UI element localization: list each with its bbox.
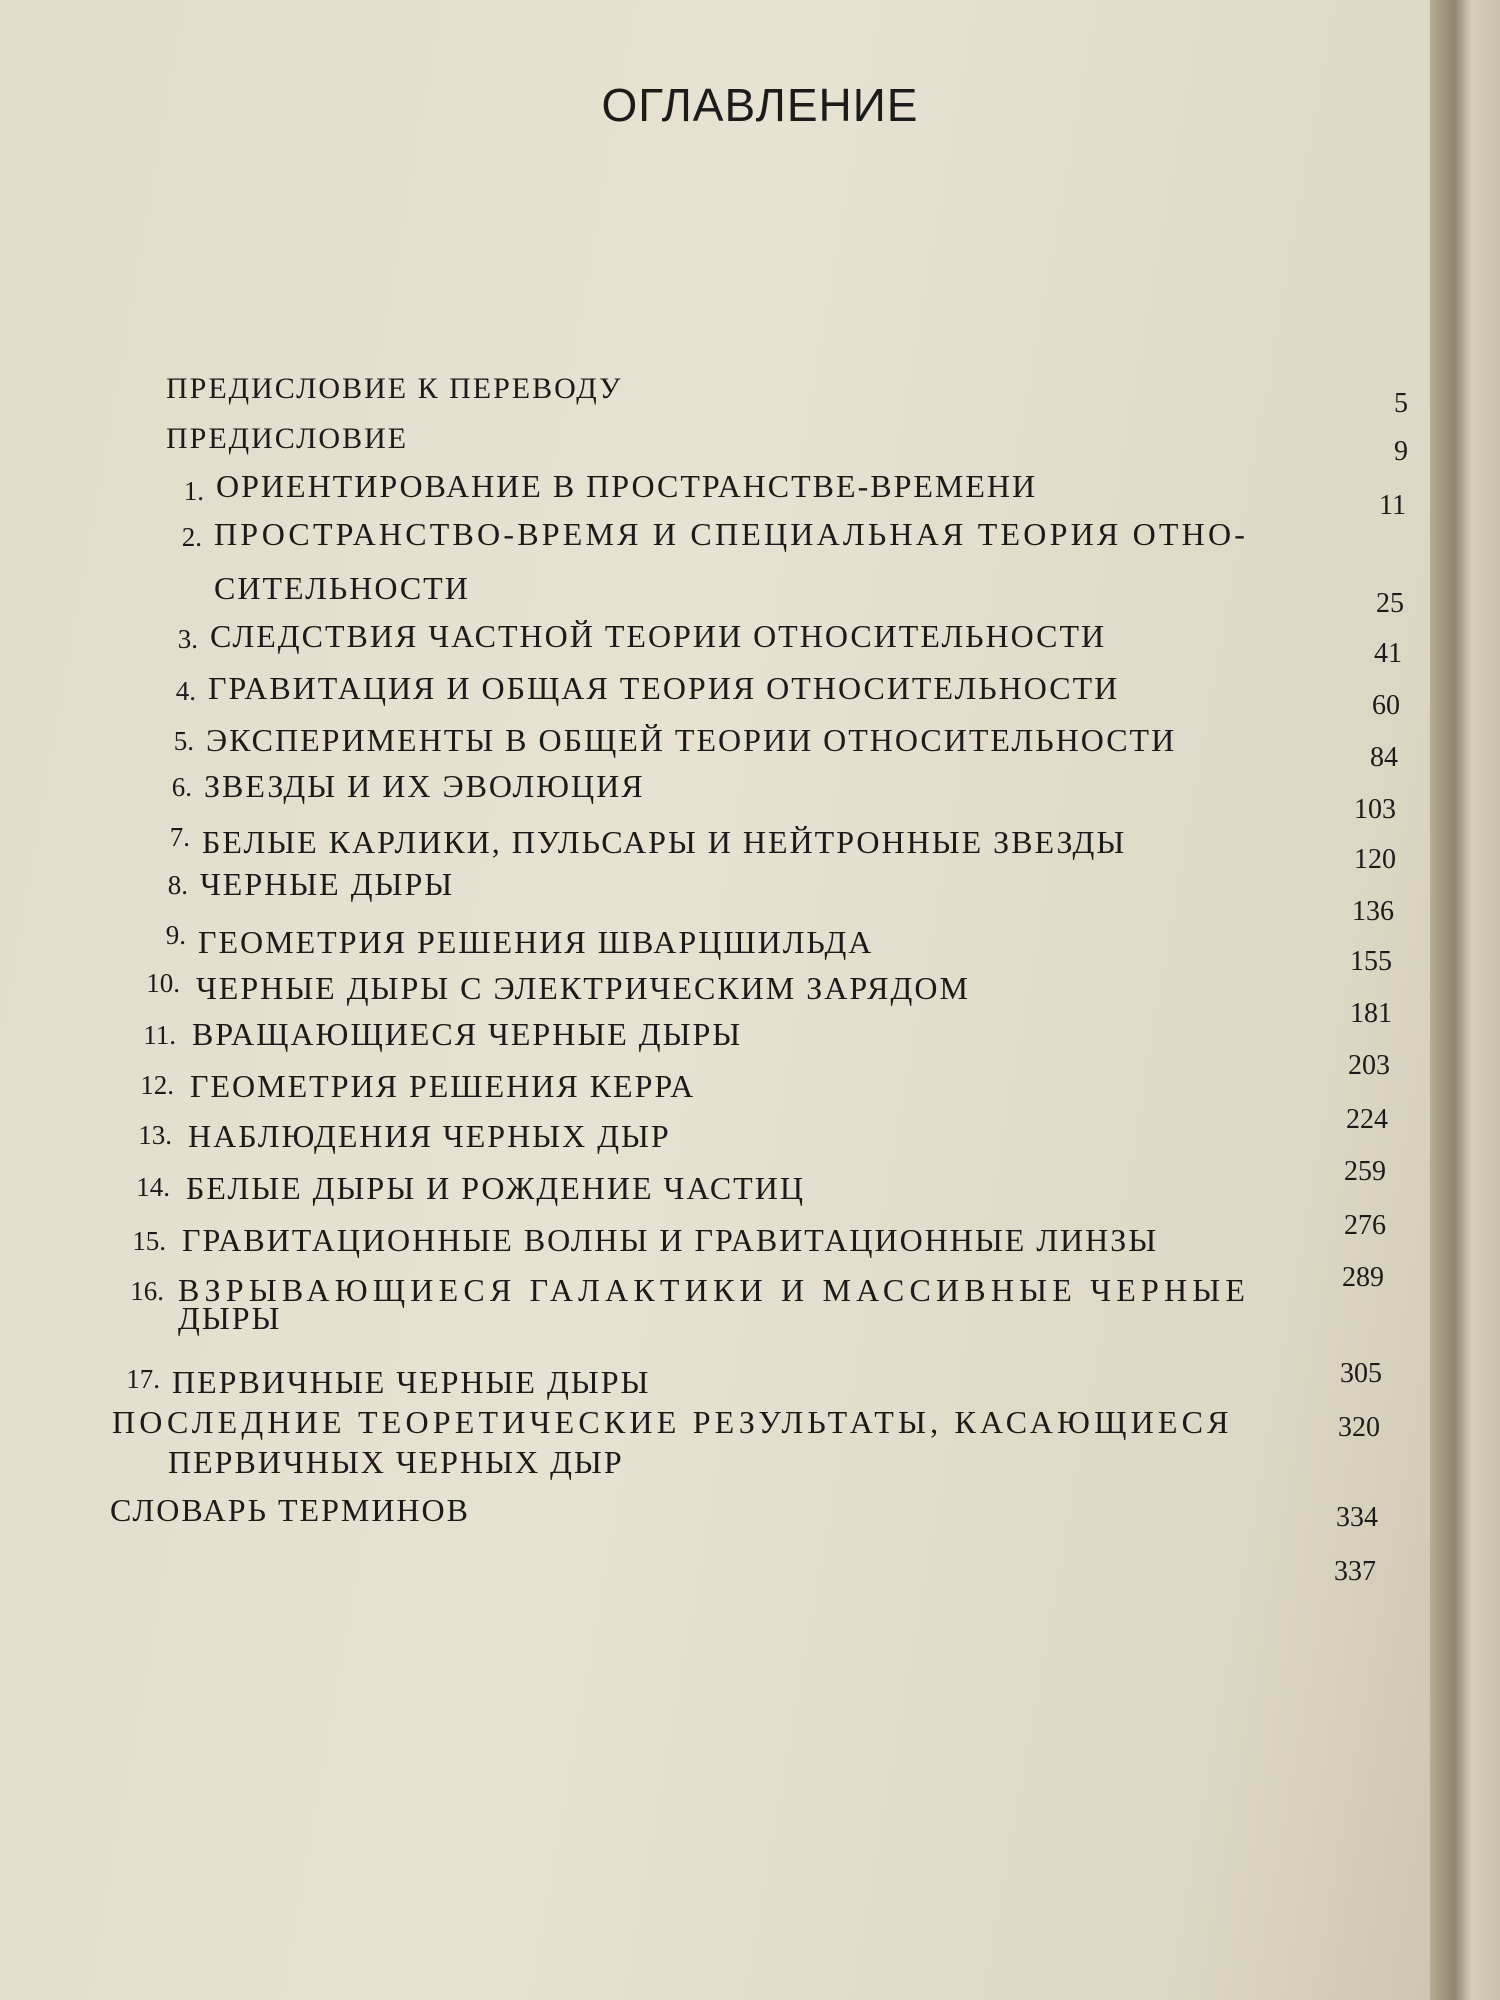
toc-entry-title: ПЕРВИЧНЫЕ ЧЕРНЫЕ ДЫРЫ: [172, 1364, 651, 1400]
toc-entry-page: 320: [1338, 1412, 1380, 1443]
toc-entry-number: 10.: [146, 968, 180, 998]
toc-entry-title: СЛОВАРЬ ТЕРМИНОВ: [110, 1492, 470, 1528]
toc-entry-title: БЕЛЫЕ ДЫРЫ И РОЖДЕНИЕ ЧАСТИЦ: [186, 1170, 805, 1206]
toc-entry-number: 3.: [177, 624, 198, 654]
toc-entry-page: 25: [1376, 588, 1404, 619]
toc-entry-page: 5: [1394, 388, 1408, 419]
page-title: ОГЛАВЛЕНИЕ: [601, 79, 919, 131]
toc-entry-number: 1.: [183, 476, 204, 506]
toc-entry-title: ВРАЩАЮЩИЕСЯ ЧЕРНЫЕ ДЫРЫ: [192, 1016, 743, 1052]
toc-entry-page: 155: [1350, 946, 1392, 977]
toc-entry-page: 41: [1374, 638, 1402, 669]
toc-entry-page: 11: [1379, 490, 1406, 521]
toc-entry-page: 203: [1348, 1050, 1390, 1081]
toc-entry-number: 14.: [136, 1172, 170, 1202]
toc-entry-page: 181: [1350, 998, 1392, 1029]
toc-entry-number: 7.: [169, 822, 190, 852]
toc-entry-title: ЧЕРНЫЕ ДЫРЫ С ЭЛЕКТРИЧЕСКИМ ЗАРЯДОМ: [196, 970, 970, 1006]
toc-entry-title-continued: СИТЕЛЬНОСТИ: [214, 570, 470, 606]
toc-entry-title: ПРОСТРАНСТВО-ВРЕМЯ И СПЕЦИАЛЬНАЯ ТЕОРИЯ ОТНО-: [214, 516, 1249, 552]
toc-entry-number: 4.: [175, 676, 196, 706]
toc-entry-title: ГЕОМЕТРИЯ РЕШЕНИЯ ШВАРЦШИЛЬДА: [198, 924, 874, 960]
toc-entry-title-continued: ДЫРЫ: [178, 1300, 282, 1336]
toc-entry-page: 337: [1334, 1556, 1376, 1587]
toc-entry-title: ЭКСПЕРИМЕНТЫ В ОБЩЕЙ ТЕОРИИ ОТНОСИТЕЛЬНОСТИ: [206, 722, 1177, 758]
toc-entry-title: ПРЕДИСЛОВИЕ К ПЕРЕВОДУ: [166, 372, 623, 405]
toc-entry-title: ПРЕДИСЛОВИЕ: [166, 422, 409, 455]
toc-entry-number: 5.: [173, 726, 194, 756]
toc-entry-number: 16.: [130, 1276, 164, 1306]
toc-entry-page: 120: [1354, 844, 1396, 875]
toc-entry-page: 305: [1340, 1358, 1382, 1389]
toc-entry-page: 9: [1394, 436, 1408, 467]
toc-entry-page: 276: [1344, 1210, 1386, 1241]
toc-entry-number: 15.: [132, 1226, 166, 1256]
toc-entry-number: 6.: [171, 772, 192, 802]
toc-entry-title-continued: ПЕРВИЧНЫХ ЧЕРНЫХ ДЫР: [168, 1444, 624, 1480]
toc-entry-page: 84: [1370, 742, 1398, 773]
toc-entry-title: ПОСЛЕДНИЕ ТЕОРЕТИЧЕСКИЕ РЕЗУЛЬТАТЫ, КАСАЮЩИЕСЯ: [112, 1404, 1233, 1440]
toc-entry-title: ОРИЕНТИРОВАНИЕ В ПРОСТРАНСТВЕ-ВРЕМЕНИ: [216, 468, 1038, 504]
toc-entry-number: 11.: [143, 1020, 176, 1050]
toc-entry-page: 224: [1346, 1104, 1388, 1135]
toc-entry-title: ЧЕРНЫЕ ДЫРЫ: [200, 866, 455, 902]
toc-entry-title: БЕЛЫЕ КАРЛИКИ, ПУЛЬСАРЫ И НЕЙТРОННЫЕ ЗВЕЗДЫ: [202, 824, 1127, 860]
toc-entry-number: 17.: [126, 1364, 160, 1394]
toc-entry-page: 289: [1342, 1262, 1384, 1293]
toc-entry-number: 9.: [165, 920, 186, 950]
toc-entry-title: ГЕОМЕТРИЯ РЕШЕНИЯ КЕРРА: [190, 1068, 696, 1104]
toc-entry-page: 334: [1336, 1502, 1378, 1533]
toc-entry-page: 136: [1352, 896, 1394, 927]
toc-entry-number: 12.: [140, 1070, 174, 1100]
toc-entry-title: ЗВЕЗДЫ И ИХ ЭВОЛЮЦИЯ: [204, 768, 645, 804]
toc-entry-title: ВЗРЫВАЮЩИЕСЯ ГАЛАКТИКИ И МАССИВНЫЕ ЧЕРНЫЕ: [178, 1272, 1251, 1308]
toc-entry-page: 60: [1372, 690, 1400, 721]
toc-entry-title: ГРАВИТАЦИЯ И ОБЩАЯ ТЕОРИЯ ОТНОСИТЕЛЬНОСТИ: [208, 670, 1120, 706]
toc-entry-number: 13.: [138, 1120, 172, 1150]
toc-entry-title: НАБЛЮДЕНИЯ ЧЕРНЫХ ДЫР: [188, 1118, 671, 1154]
toc-entry-number: 8.: [167, 870, 188, 900]
toc-entry-page: 259: [1344, 1156, 1386, 1187]
toc-entry-title: СЛЕДСТВИЯ ЧАСТНОЙ ТЕОРИИ ОТНОСИТЕЛЬНОСТИ: [210, 618, 1107, 654]
toc-entry-page: 103: [1354, 794, 1396, 825]
toc-entry-number: 2.: [181, 522, 202, 552]
toc-entry-title: ГРАВИТАЦИОННЫЕ ВОЛНЫ И ГРАВИТАЦИОННЫЕ ЛИНЗЫ: [182, 1222, 1159, 1258]
